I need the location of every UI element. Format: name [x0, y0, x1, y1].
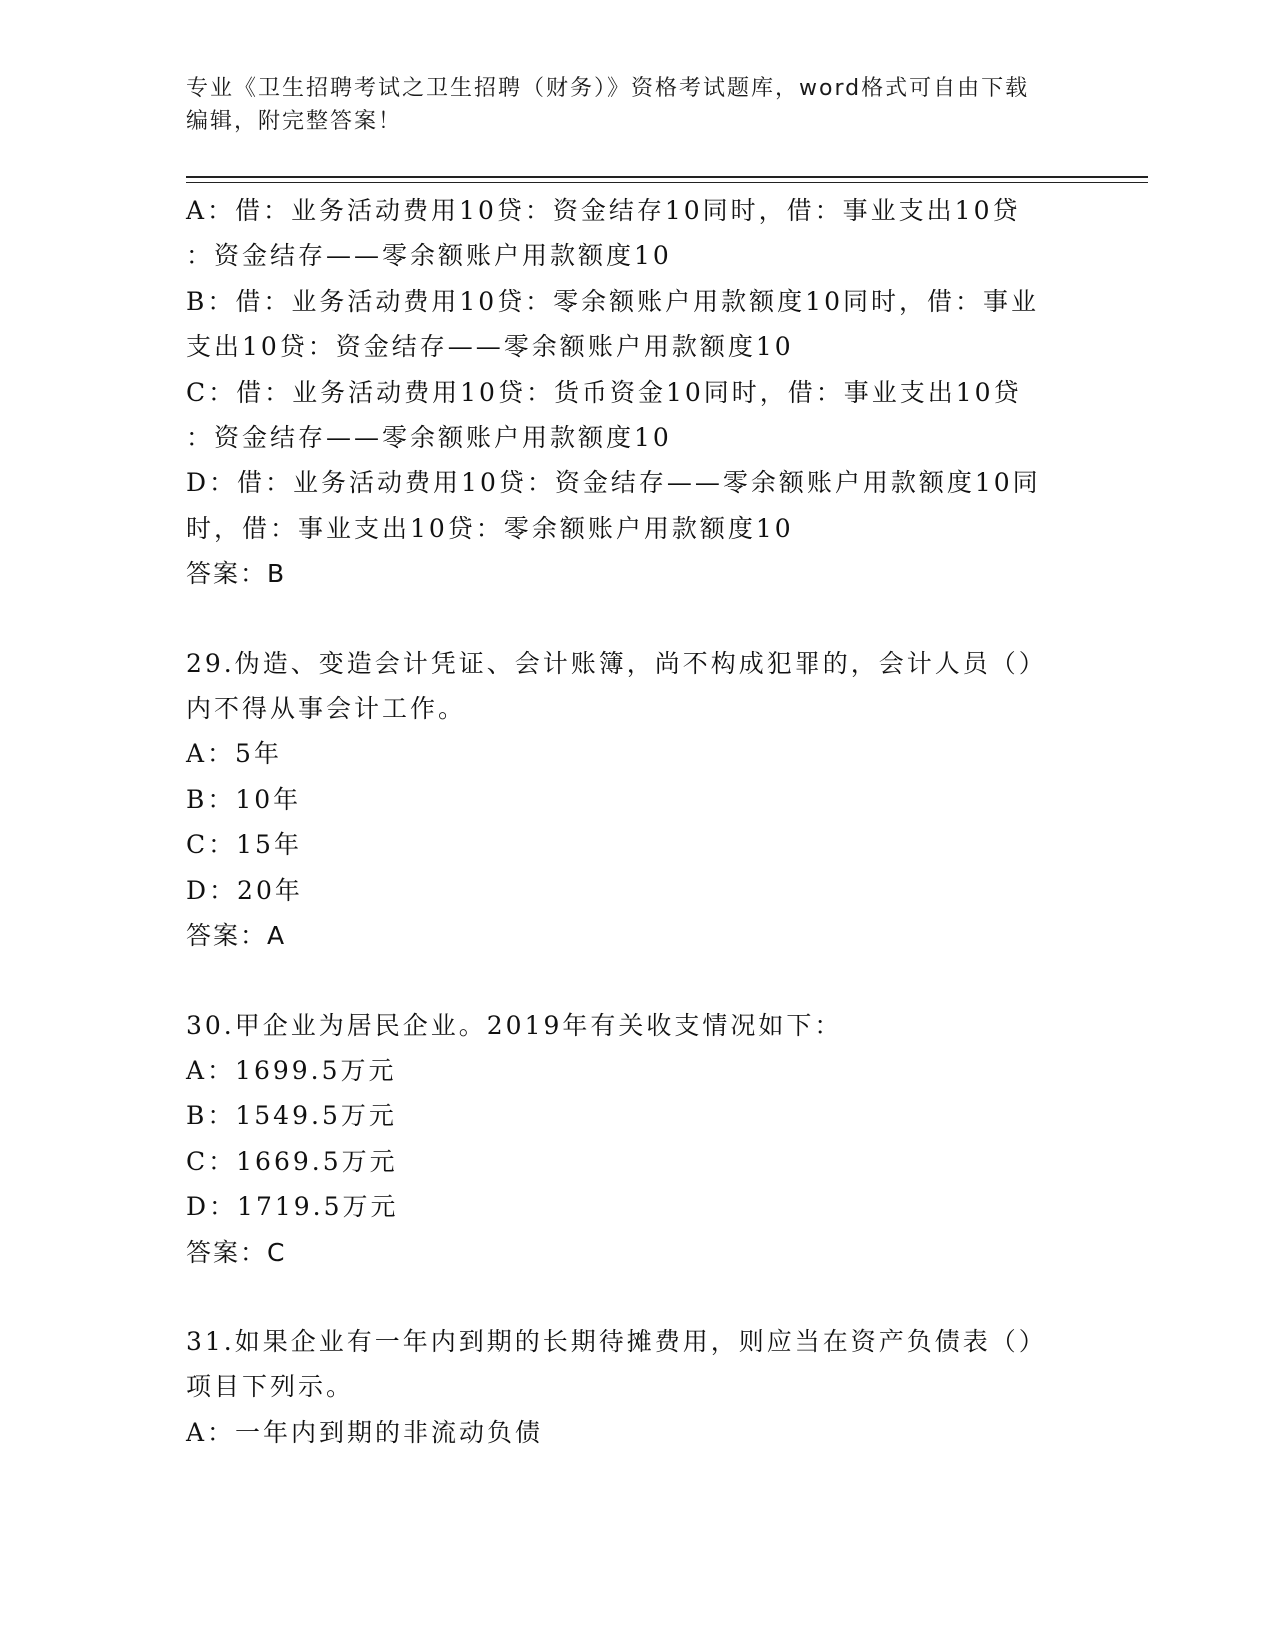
- answer-label: 答案：C: [186, 1237, 287, 1267]
- option-c-line1: C：借：业务活动费用10贷：货币资金10同时，借：事业支出10贷: [186, 377, 1022, 407]
- spacer: [186, 597, 1066, 641]
- option-a: A：一年内到期的非流动负债: [186, 1417, 544, 1447]
- option-c: C：1669.5万元: [186, 1146, 398, 1176]
- option-b: B：10年: [186, 784, 302, 814]
- option-d-line1: D：借：业务活动费用10贷：资金结存——零余额账户用款额度10同: [186, 468, 1041, 498]
- header-divider-thin: [186, 182, 1148, 183]
- option-a: A：5年: [186, 739, 282, 769]
- header-divider-thick: [186, 176, 1148, 178]
- option-b-line1: B：借：业务活动费用10贷：零余额账户用款额度10同时，借：事业: [186, 286, 1039, 316]
- option-c-line2: ：资金结存——零余额账户用款额度10: [186, 423, 672, 453]
- option-b-line2: 支出10贷：资金结存——零余额账户用款额度10: [186, 332, 794, 362]
- header-line: 编辑，附完整答案！: [186, 109, 403, 134]
- option-a-line1: A：借：业务活动费用10贷：资金结存10同时，借：事业支出10贷: [186, 196, 1021, 225]
- option-d-line2: 时，借：事业支出10贷：零余额账户用款额度10: [186, 513, 794, 543]
- document-header: [186, 72, 1086, 138]
- answer-label: 答案：B: [186, 559, 287, 589]
- option-a: A：1699.5万元: [186, 1055, 397, 1085]
- question-stem: 项目下列示。: [186, 1372, 355, 1402]
- question-stem: 31.如果企业有一年内到期的长期待摊费用，则应当在资产负债表（）: [186, 1326, 1047, 1356]
- question-30: [186, 1003, 1066, 1275]
- question-stem: 30.甲企业为居民企业。2019年有关收支情况如下：: [186, 1010, 843, 1040]
- header-line: 专业《卫生招聘考试之卫生招聘（财务）》资格考试题库，word格式可自由下载: [186, 76, 1030, 101]
- spacer: [186, 959, 1066, 1003]
- option-d: D：1719.5万元: [186, 1192, 399, 1222]
- answer-label: 答案：A: [186, 921, 287, 951]
- option-a-line2: ：资金结存——零余额账户用款额度10: [186, 241, 672, 271]
- spacer: [186, 1275, 1066, 1319]
- question-content: [186, 188, 1066, 1455]
- prev-question-options: [186, 188, 1066, 597]
- option-b: B：1549.5万元: [186, 1101, 397, 1131]
- option-d: D：20年: [186, 875, 303, 905]
- question-stem: 内不得从事会计工作。: [186, 694, 467, 724]
- question-stem: 29.伪造、变造会计凭证、会计账簿，尚不构成犯罪的，会计人员（）: [186, 648, 1047, 678]
- question-29: [186, 641, 1066, 959]
- question-31: [186, 1319, 1066, 1455]
- option-c: C：15年: [186, 830, 302, 860]
